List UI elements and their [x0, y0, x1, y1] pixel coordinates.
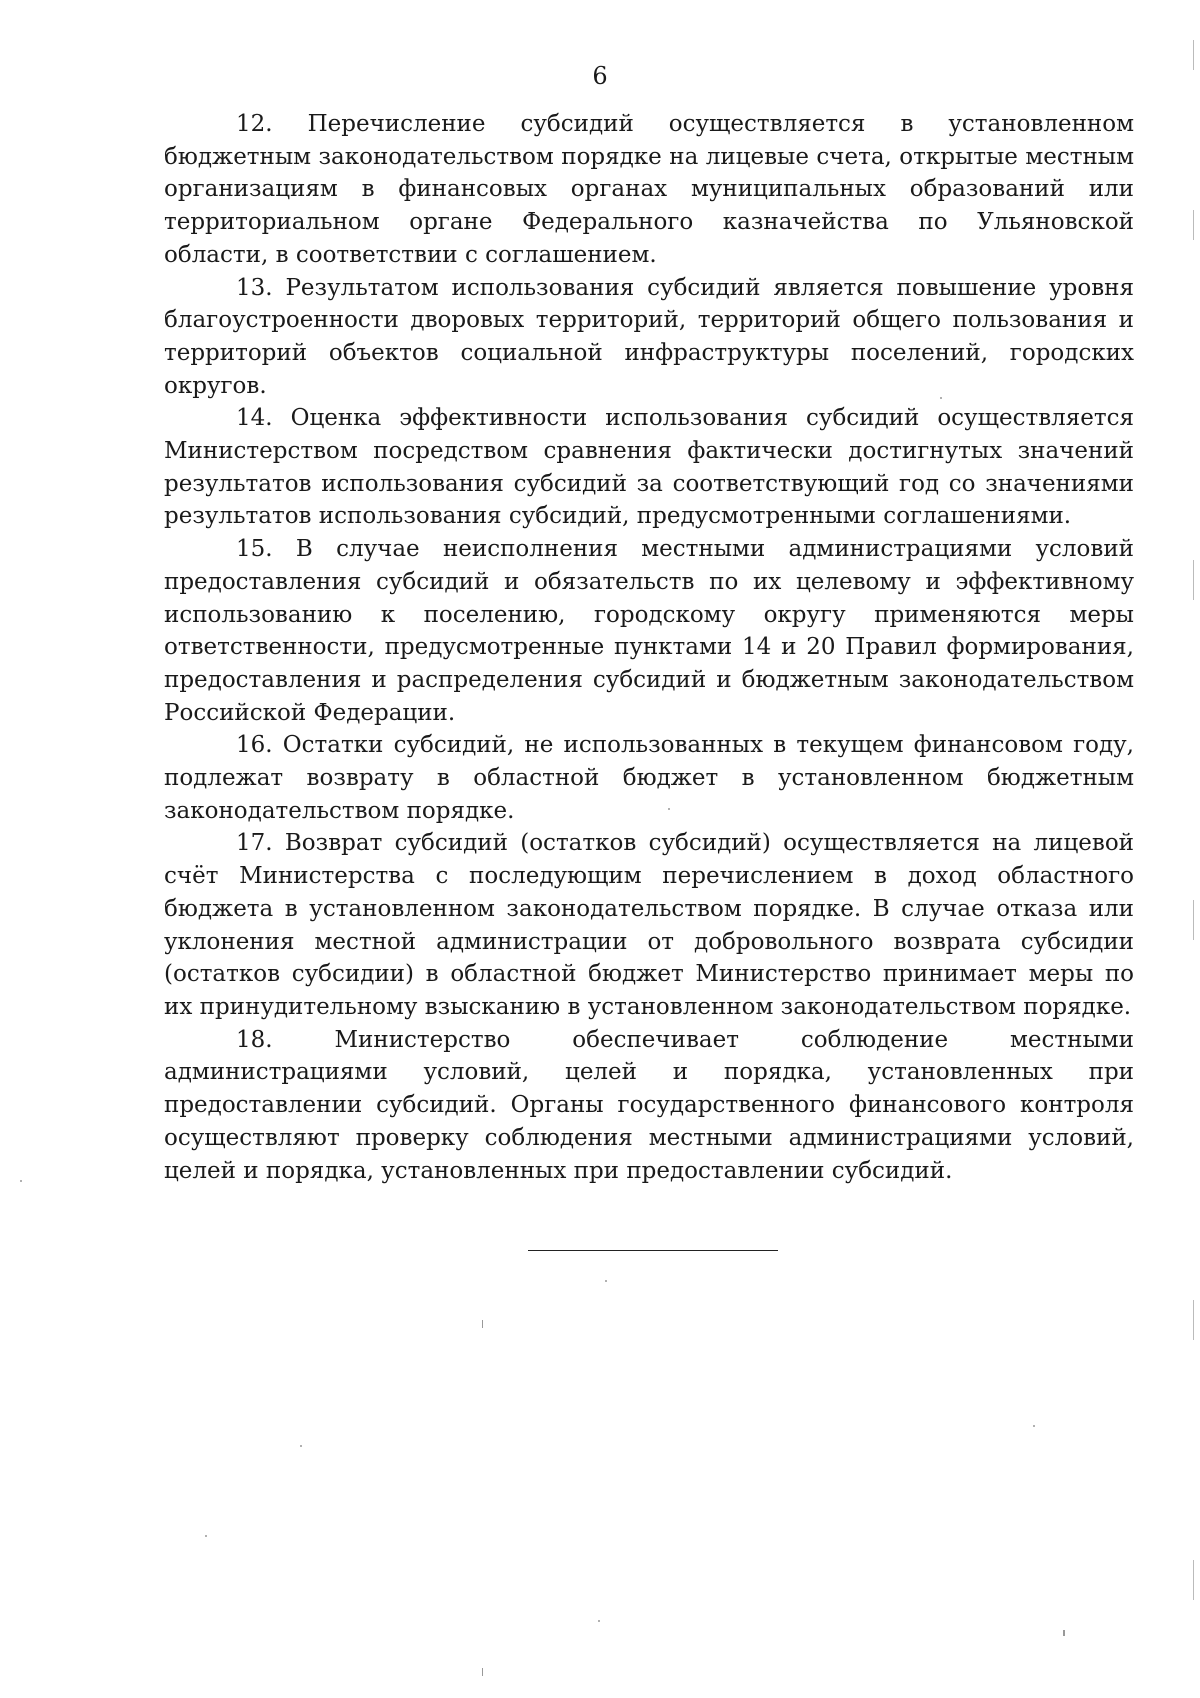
scan-speck — [668, 808, 670, 810]
scan-speck — [940, 397, 942, 399]
scan-speck — [1033, 1425, 1035, 1427]
scan-edge-mark — [1193, 1560, 1194, 1600]
scan-edge-mark — [1193, 1300, 1194, 1340]
paragraph-15: 15. В случае неисполнения местными администрациями условий предоставления субсидий и обязательств по их целевому и эффективному использованию к поселению, городскому округу применяются меры ответственности, предусмотренные пунктами 14 и 20 Правил формирования, предоставления и распределения субсидий и бюджетным законодательством Российской Федерации. — [164, 536, 1134, 726]
paragraph-17: 17. Возврат субсидий (остатков субсидий) осуществляется на лицевой счёт Министерства с последующим перечислением в доход областного бюджета в установленном законодательством порядке. В случае отказа или уклонения местной администрации от добровольного возврата субсидии (остатков субсидии) в областной бюджет Министерство принимает меры по их принудительному взысканию в установленном законодательством порядке. — [164, 830, 1134, 1020]
scan-speck — [598, 1620, 600, 1622]
scan-speck — [205, 1535, 207, 1537]
document-body — [164, 108, 1134, 1187]
end-of-text-rule — [528, 1250, 778, 1251]
scan-edge-mark — [1193, 210, 1194, 240]
paragraph-12: 12. Перечисление субсидий осуществляется в установленном бюджетным законодательством порядке на лицевые счета, открытые местным организациям в финансовых органах муниципальных образований или территориальном органе Федерального казначейства по Ульяновской области, в соответствии с соглашением. — [164, 111, 1134, 268]
scan-edge-mark — [1193, 900, 1194, 940]
scan-edge-mark — [1193, 560, 1194, 600]
scan-speck — [300, 1445, 302, 1447]
scan-speck — [482, 1668, 483, 1676]
paragraph-14: 14. Оценка эффективности использования субсидий осуществляется Министерством посредством сравнения фактически достигнутых значений результатов использования субсидий за соответствующий год со значениями результатов использования субсидий, предусмотренными соглашениями. — [164, 405, 1134, 530]
scan-speck — [20, 1180, 22, 1182]
scan-speck — [605, 1280, 607, 1282]
paragraph-13: 13. Результатом использования субсидий является повышение уровня благоустроенности дворовых территорий, территорий общего пользования и территорий объектов социальной инфраструктуры поселений, городских округов. — [164, 274, 1134, 399]
scan-edge-mark — [1193, 40, 1194, 70]
paragraph-18: 18. Министерство обеспечивает соблюдение местными администрациями условий, целей и порядка, установленных при предоставлении субсидий. Органы государственного финансового контроля осуществляют проверку соблюдения местными администрациями условий, целей и порядка, установленных при предоставлении субсидий. — [164, 1026, 1134, 1184]
paragraph-16: 16. Остатки субсидий, не использованных в текущем финансовом году, подлежат возврату в областной бюджет в установленном бюджетным законодательством порядке. — [164, 732, 1134, 824]
scan-speck — [1063, 1630, 1065, 1636]
scan-speck — [482, 1320, 483, 1328]
page-number: 6 — [592, 62, 608, 90]
